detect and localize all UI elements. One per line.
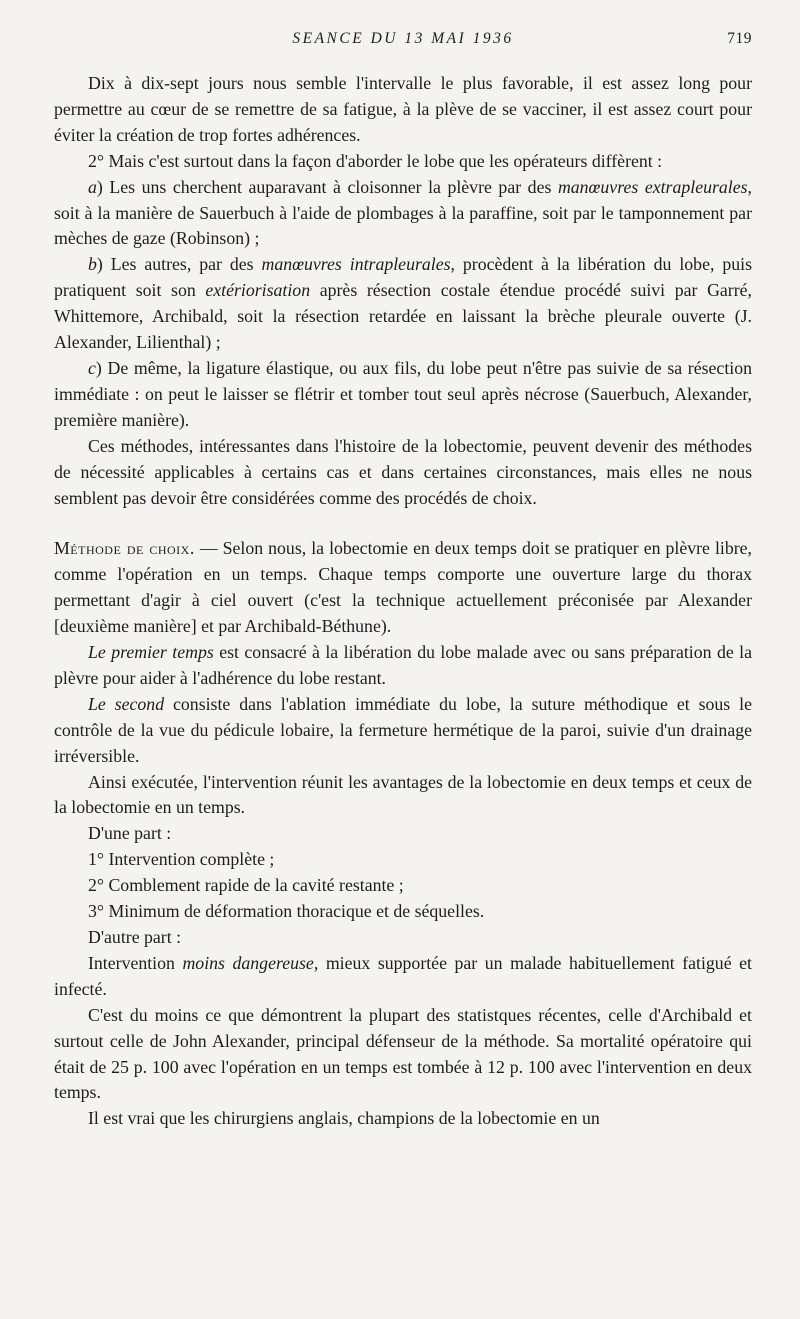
paragraph	[54, 1106, 752, 1132]
text-run: 2° Comblement rapide de la cavité restante ;	[88, 875, 404, 896]
italic-text: manœuvres extrapleurales	[557, 176, 748, 197]
paragraph	[54, 536, 752, 640]
paragraph	[54, 692, 752, 770]
text-run: est consacré à la libération du lobe malade avec ou sans préparation de la plèvre pour aider à l'adhérence du lobe restant.	[54, 642, 752, 688]
text-run: 1° Intervention complète ;	[88, 849, 275, 870]
text-run: Ces méthodes, intéressantes dans l'histoire de la lobectomie, peuvent devenir des méthodes de nécessité applicables à certains cas et dans certaines circonstances, mais elles ne nous semblent pas devoir être considérées comme des procédés de choix.	[54, 435, 752, 508]
header-title: SEANCE DU 13 MAI 1936	[292, 30, 514, 47]
text-run: C'est du moins ce que démontrent la plupart des statistques récentes, celle d'Archibald et surtout celle de John Alexander, principal défenseur de la méthode. Sa mortalité opératoire qui était de 25 p. 100 avec l'opération en un temps est tombée à 12 p. 100 avec l'intervention en deux temps.	[54, 1004, 752, 1103]
paragraph	[54, 149, 752, 175]
text-run: ) De même, la ligature élastique, ou aux fils, du lobe peut n'être pas suivie de sa résection immédiate : on peut le laisser se flétrir et tomber tout seul après nécrose (Sauerbuch, Alexander, première manière).	[54, 357, 752, 430]
italic-text: b	[88, 254, 97, 275]
text-run: consiste dans l'ablation immédiate du lobe, la suture méthodique et sous le contrôle de la vue du pédicule lobaire, la fermeture hermétique de la paroi, suivie d'un drainage irréversible.	[54, 693, 752, 766]
italic-text: extériorisation	[205, 280, 311, 301]
running-header	[54, 30, 752, 54]
text-run: D'autre part :	[88, 927, 182, 947]
text-run: — Selon nous, la lobectomie en deux temps doit se pratiquer en plèvre libre, comme l'opération en un temps. Chaque temps comporte une ouverture large du thorax permettant d'agir à ciel ouvert (c'est la technique actuellement préconisée par Alexander [deuxième manière] et par Archibald-Béthune).	[54, 538, 752, 637]
text-run: ) Les autres, par des	[96, 254, 262, 275]
paragraph	[54, 951, 752, 1003]
paragraph	[54, 899, 752, 925]
italic-text: Le second	[88, 693, 165, 714]
italic-text: manœuvres intrapleurales	[261, 254, 451, 275]
text-run: , soit à la manière de Sauerbuch à l'aide de plombages à la paraffine, soit par le tamponnement par mèches de gaze (Robinson) ;	[54, 176, 752, 249]
text-run: ) Les uns cherchent auparavant à cloisonner la plèvre par des	[96, 176, 558, 197]
section-heading: Méthode de choix.	[54, 538, 195, 559]
paragraph	[54, 356, 752, 434]
paragraph	[54, 873, 752, 899]
text-run: , mieux supportée par un malade habituellement fatigué et infecté.	[54, 952, 752, 999]
italic-text: moins dangereuse	[182, 952, 314, 973]
page-number: 719	[727, 30, 752, 47]
italic-text: a	[88, 176, 97, 197]
text-run: Dix à dix-sept jours nous semble l'intervalle le plus favorable, il est assez long pour permettre au cœur de se remettre de sa fatigue, à la plève de se vacciner, il est assez court pour éviter la création de trop fortes adhérences.	[54, 73, 752, 145]
text-run: après résection costale étendue procédé suivi par Garré, Whittemore, Archibald, soit la résection retardée en laissant la brèche pleurale ouverte (J. Alexander, Lilienthal) ;	[54, 280, 752, 353]
paragraph	[54, 175, 752, 253]
body-text	[54, 71, 752, 1132]
text-run: Ainsi exécutée, l'intervention réunit les avantages de la lobectomie en deux temps et ceux de la lobectomie en un temps.	[54, 771, 752, 818]
paragraph	[54, 770, 752, 822]
italic-text: c	[88, 357, 96, 378]
paragraph	[54, 71, 752, 149]
paragraph	[54, 252, 752, 356]
paragraph	[54, 847, 752, 873]
paragraph	[54, 925, 752, 951]
text-run: Intervention	[88, 952, 183, 973]
text-run: 2° Mais c'est surtout dans la façon d'aborder le lobe que les opérateurs diffèrent :	[88, 150, 663, 171]
text-run: Il est vrai que les chirurgiens anglais, champions de la lobectomie en un	[88, 1108, 600, 1129]
text-run: D'une part :	[88, 823, 172, 844]
italic-text: Le premier temps	[88, 642, 214, 663]
text-run: , procèdent à la libération du lobe, puis pratiquent soit son	[54, 254, 752, 301]
text-run: 3° Minimum de déformation thoracique et de séquelles.	[88, 901, 485, 922]
paragraph	[54, 434, 752, 512]
paragraph	[54, 1003, 752, 1107]
paragraph	[54, 640, 752, 692]
paragraph	[54, 821, 752, 847]
